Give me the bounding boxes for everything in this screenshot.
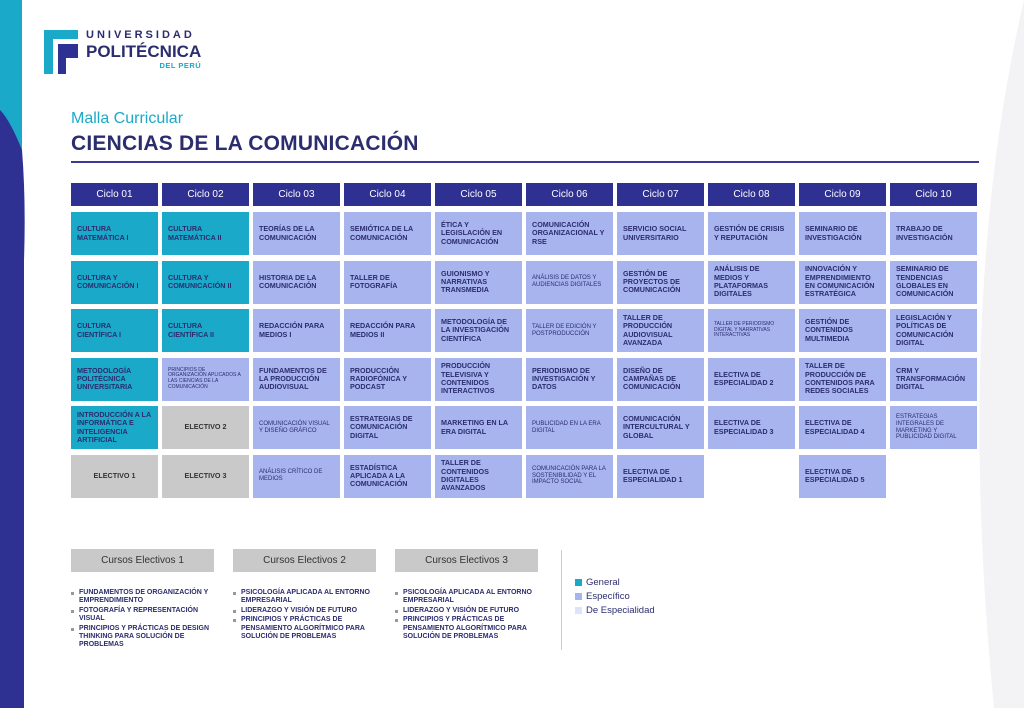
page-subtitle: Malla Curricular <box>71 110 184 127</box>
course-cell: ESTRATEGIAS INTEGRALES DE MARKETING Y PUBLICIDAD DIGITAL <box>890 406 977 449</box>
course-cell: SERVICIO SOCIAL UNIVERSITARIO <box>617 212 704 255</box>
cycle-header-9: Ciclo 09 <box>799 183 886 206</box>
elective-item: PRINCIPIOS Y PRÁCTICAS DE DESIGN THINKING PARA SOLUCIÓN DE PROBLEMAS <box>71 625 221 650</box>
elective-item: LIDERAZGO Y VISIÓN DE FUTURO <box>233 607 383 615</box>
course-cell: ELECTIVA DE ESPECIALIDAD 5 <box>799 455 886 498</box>
course-cell: ELECTIVA DE ESPECIALIDAD 2 <box>708 358 795 401</box>
course-cell: SEMIÓTICA DE LA COMUNICACIÓN <box>344 212 431 255</box>
legend <box>575 577 655 619</box>
cycle-header-8: Ciclo 08 <box>708 183 795 206</box>
course-cell: GESTIÓN DE CRISIS Y REPUTACIÓN <box>708 212 795 255</box>
course-cell: TALLER DE PRODUCCIÓN DE CONTENIDOS PARA REDES SOCIALES <box>799 358 886 401</box>
course-cell: TALLER DE PERIODISMO DIGITAL Y NARRATIVAS INTERACTIVAS <box>708 309 795 352</box>
course-cell: ELECTIVA DE ESPECIALIDAD 3 <box>708 406 795 449</box>
legend-label: General <box>586 577 620 588</box>
course-cell: PRINCIPIOS DE ORGANIZACIÓN APLICADOS A LAS CIENCIAS DE LA COMUNICACIÓN <box>162 358 249 401</box>
course-cell: CULTURA Y COMUNICACIÓN I <box>71 261 158 304</box>
cycle-header-7: Ciclo 07 <box>617 183 704 206</box>
page-title: CIENCIAS DE LA COMUNICACIÓN <box>71 132 419 155</box>
elective-item: FOTOGRAFÍA Y REPRESENTACIÓN VISUAL <box>71 607 221 624</box>
university-logo <box>44 30 201 74</box>
course-cell: REDACCIÓN PARA MEDIOS II <box>344 309 431 352</box>
cycle-header-1: Ciclo 01 <box>71 183 158 206</box>
course-cell: METODOLOGÍA DE LA INVESTIGACIÓN CIENTÍFICA <box>435 309 522 352</box>
course-cell: FUNDAMENTOS DE LA PRODUCCIÓN AUDIOVISUAL <box>253 358 340 401</box>
course-cell: CULTURA MATEMÁTICA I <box>71 212 158 255</box>
course-cell: ELECTIVA DE ESPECIALIDAD 1 <box>617 455 704 498</box>
course-cell: PRODUCCIÓN RADIOFÓNICA Y PODCAST <box>344 358 431 401</box>
course-cell: PERIODISMO DE INVESTIGACIÓN Y DATOS <box>526 358 613 401</box>
cycle-header-4: Ciclo 04 <box>344 183 431 206</box>
electives-list-3 <box>395 589 545 642</box>
course-cell: CULTURA CIENTÍFICA II <box>162 309 249 352</box>
legend-item <box>575 605 655 616</box>
course-cell: CULTURA Y COMUNICACIÓN II <box>162 261 249 304</box>
course-cell: COMUNICACIÓN VISUAL Y DISEÑO GRÁFICO <box>253 406 340 449</box>
elective-item: LIDERAZGO Y VISIÓN DE FUTURO <box>395 607 545 615</box>
course-cell: HISTORIA DE LA COMUNICACIÓN <box>253 261 340 304</box>
title-divider <box>71 161 979 163</box>
course-cell: TEORÍAS DE LA COMUNICACIÓN <box>253 212 340 255</box>
elective-item: PRINCIPIOS Y PRÁCTICAS DE PENSAMIENTO ALGORÍTMICO PARA SOLUCIÓN DE PROBLEMAS <box>395 616 545 641</box>
legend-swatch <box>575 607 582 614</box>
electives-list-1 <box>71 589 221 651</box>
course-cell: ESTRATEGIAS DE COMUNICACIÓN DIGITAL <box>344 406 431 449</box>
logo-text-top: UNIVERSIDAD <box>86 29 195 41</box>
course-cell: CULTURA MATEMÁTICA II <box>162 212 249 255</box>
course-cell: CULTURA CIENTÍFICA I <box>71 309 158 352</box>
course-cell: PRODUCCIÓN TELEVISIVA Y CONTENIDOS INTERACTIVOS <box>435 358 522 401</box>
course-cell: INTRODUCCIÓN A LA INFORMÁTICA E INTELIGENCIA ARTIFICIAL <box>71 406 158 449</box>
course-cell: COMUNICACIÓN INTERCULTURAL Y GLOBAL <box>617 406 704 449</box>
course-cell: INNOVACIÓN Y EMPRENDIMIENTO EN COMUNICACIÓN ESTRATÉGICA <box>799 261 886 304</box>
course-cell: ÉTICA Y LEGISLACIÓN EN COMUNICACIÓN <box>435 212 522 255</box>
course-cell: GUIONISMO Y NARRATIVAS TRANSMEDIA <box>435 261 522 304</box>
legend-item <box>575 591 655 602</box>
electives-legend-divider <box>561 550 562 650</box>
elective-item: PSICOLOGÍA APLICADA AL ENTORNO EMPRESARIAL <box>395 589 545 606</box>
course-cell: GESTIÓN DE PROYECTOS DE COMUNICACIÓN <box>617 261 704 304</box>
course-cell: COMUNICACIÓN ORGANIZACIONAL Y RSE <box>526 212 613 255</box>
course-cell: TALLER DE PRODUCCIÓN AUDIOVISUAL AVANZADA <box>617 309 704 352</box>
logo-text-bottom: DEL PERÚ <box>159 61 202 70</box>
cycle-header-2: Ciclo 02 <box>162 183 249 206</box>
course-cell: GESTIÓN DE CONTENIDOS MULTIMEDIA <box>799 309 886 352</box>
elective-item: FUNDAMENTOS DE ORGANIZACIÓN Y EMPRENDIMIENTO <box>71 589 221 606</box>
course-cell: LEGISLACIÓN Y POLÍTICAS DE COMUNICACIÓN DIGITAL <box>890 309 977 352</box>
course-cell: TALLER DE CONTENIDOS DIGITALES AVANZADOS <box>435 455 522 498</box>
electives-header-2: Cursos Electivos 2 <box>233 549 376 572</box>
course-cell: ELECTIVO 2 <box>162 406 249 449</box>
legend-swatch <box>575 593 582 600</box>
logo-text-middle: POLITÉCNICA <box>86 42 202 61</box>
legend-swatch <box>575 579 582 586</box>
course-cell: ELECTIVO 1 <box>71 455 158 498</box>
course-cell: SEMINARIO DE INVESTIGACIÓN <box>799 212 886 255</box>
course-cell: CRM Y TRANSFORMACIÓN DIGITAL <box>890 358 977 401</box>
course-cell: ELECTIVO 3 <box>162 455 249 498</box>
course-cell: ANÁLISIS DE MEDIOS Y PLATAFORMAS DIGITALES <box>708 261 795 304</box>
course-cell: MARKETING EN LA ERA DIGITAL <box>435 406 522 449</box>
cycle-header-3: Ciclo 03 <box>253 183 340 206</box>
course-cell: ELECTIVA DE ESPECIALIDAD 4 <box>799 406 886 449</box>
course-cell: SEMINARIO DE TENDENCIAS GLOBALES EN COMUNICACIÓN <box>890 261 977 304</box>
elective-item: PSICOLOGÍA APLICADA AL ENTORNO EMPRESARIAL <box>233 589 383 606</box>
left-decorative-band <box>0 0 60 708</box>
legend-label: Específico <box>586 591 630 602</box>
course-cell: TALLER DE EDICIÓN Y POSTPRODUCCIÓN <box>526 309 613 352</box>
legend-item <box>575 577 655 588</box>
course-cell: ESTADÍSTICA APLICADA A LA COMUNICACIÓN <box>344 455 431 498</box>
cycle-header-10: Ciclo 10 <box>890 183 977 206</box>
electives-header-3: Cursos Electivos 3 <box>395 549 538 572</box>
elective-item: PRINCIPIOS Y PRÁCTICAS DE PENSAMIENTO ALGORÍTMICO PARA SOLUCIÓN DE PROBLEMAS <box>233 616 383 641</box>
logo-mark-icon <box>44 30 78 74</box>
course-cell: COMUNICACIÓN PARA LA SOSTENIBILIDAD Y EL IMPACTO SOCIAL <box>526 455 613 498</box>
course-cell: TRABAJO DE INVESTIGACIÓN <box>890 212 977 255</box>
course-cell: PUBLICIDAD EN LA ERA DIGITAL <box>526 406 613 449</box>
course-cell: REDACCIÓN PARA MEDIOS I <box>253 309 340 352</box>
right-decorative-curve <box>844 0 1024 708</box>
course-cell: METODOLOGÍA POLITÉCNICA UNIVERSITARIA <box>71 358 158 401</box>
course-cell: TALLER DE FOTOGRAFÍA <box>344 261 431 304</box>
course-cell: DISEÑO DE CAMPAÑAS DE COMUNICACIÓN <box>617 358 704 401</box>
legend-label: De Especialidad <box>586 605 655 616</box>
cycle-header-6: Ciclo 06 <box>526 183 613 206</box>
electives-header-1: Cursos Electivos 1 <box>71 549 214 572</box>
course-cell: ANÁLISIS CRÍTICO DE MEDIOS <box>253 455 340 498</box>
cycle-header-5: Ciclo 05 <box>435 183 522 206</box>
course-cell: ANÁLISIS DE DATOS Y AUDIENCIAS DIGITALES <box>526 261 613 304</box>
electives-list-2 <box>233 589 383 642</box>
